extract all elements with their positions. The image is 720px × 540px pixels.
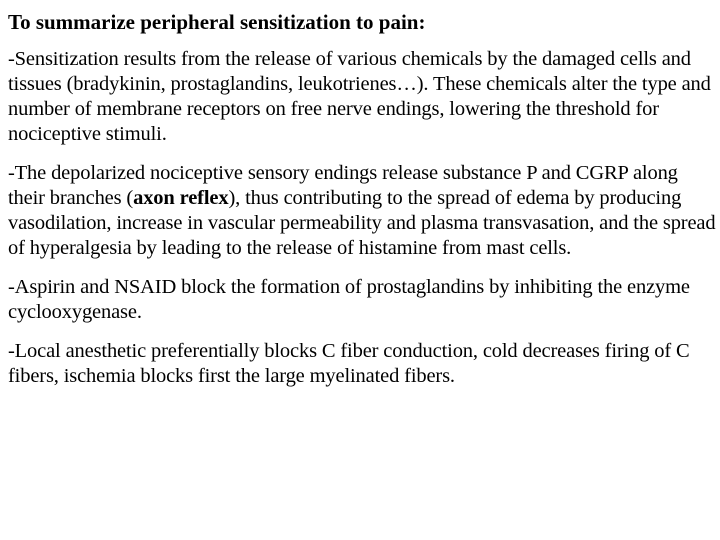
paragraph-sensitization: -Sensitization results from the release of various chemicals by the damaged cells and tissues (bradykinin, prostaglandins, leukotrienes…). These chemicals alter the type and number of membrane receptors on free nerve endings, lowering the threshold for nociceptive stimuli. [8, 48, 711, 145]
slide-title: To summarize peripheral sensitization to pain: [8, 10, 426, 34]
paragraph-axon-reflex-text-start: -The depolarized nociceptive sensory endings release substance P and CGRP along their branches ( [8, 162, 678, 209]
paragraph-axon-reflex [8, 161, 716, 261]
paragraph-local-anesthetic: -Local anesthetic preferentially blocks C fiber conduction, cold decreases firing of C fibers, ischemia blocks first the large myelinated fibers. [8, 340, 690, 387]
paragraph-axon-reflex-text-end: ), thus contributing to the spread of edema by producing vasodilation, increase in vascular permeability and plasma transvasation, and the spread of hyperalgesia by leading to the release of histamine from mast cells. [8, 187, 716, 259]
axon-reflex-term: axon reflex [133, 187, 229, 209]
paragraph-aspirin-nsaid: -Aspirin and NSAID block the formation of prostaglandins by inhibiting the enzyme cyclooxygenase. [8, 276, 690, 323]
